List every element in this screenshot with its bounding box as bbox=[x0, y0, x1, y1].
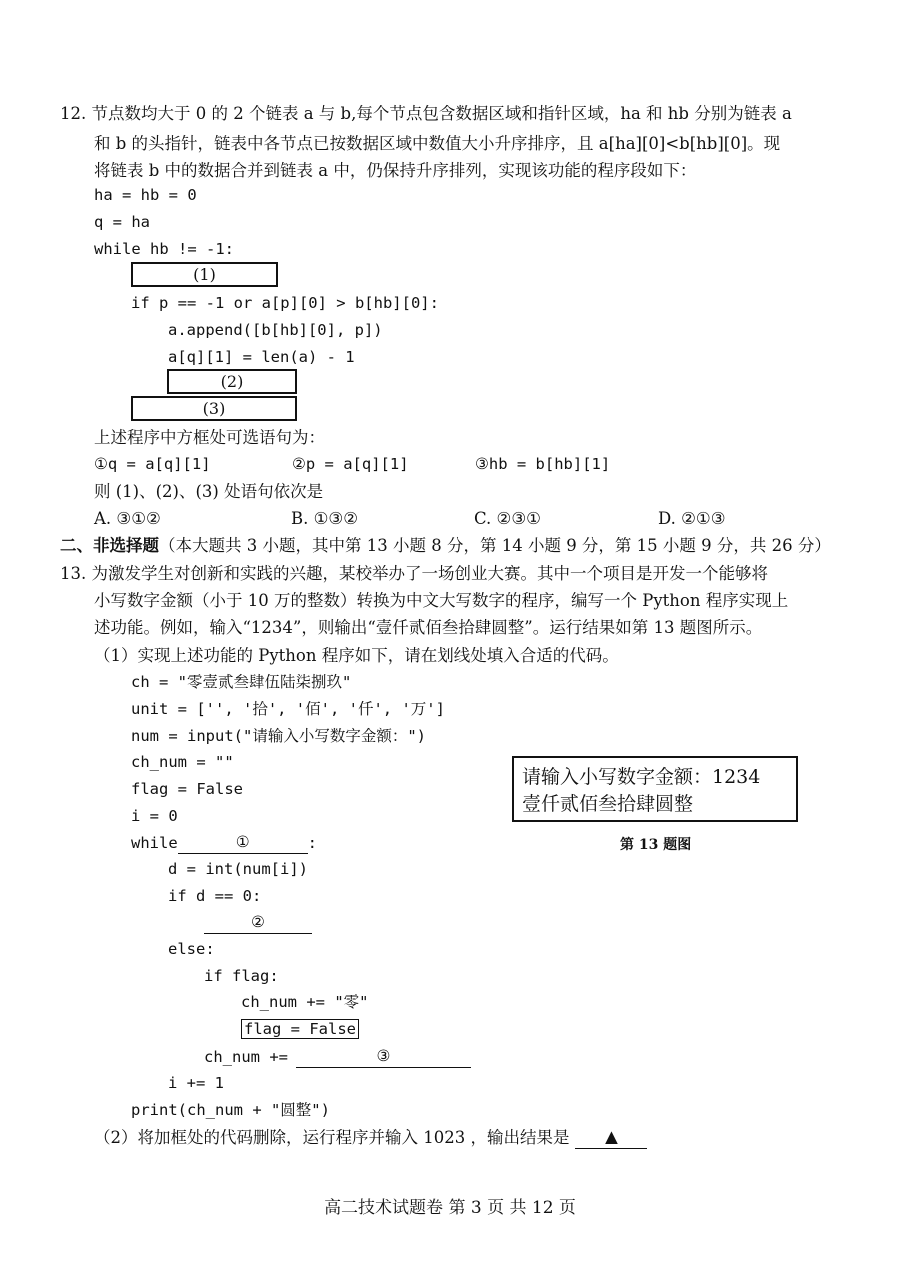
q12-choice-3: ③hb = b[hb][1] bbox=[475, 455, 611, 473]
output-line-1: 请输入小写数字金额：1234 bbox=[522, 766, 761, 788]
q12-option-b: B. ①③② bbox=[291, 509, 358, 528]
output-line-2: 壹仟贰佰叁拾肆圆整 bbox=[522, 793, 694, 815]
q13-code-line-15 bbox=[204, 1045, 471, 1068]
ch-num-append: ch_num += bbox=[204, 1048, 288, 1066]
q12-box-2: (2) bbox=[167, 369, 297, 394]
blank-3: ③ bbox=[296, 1045, 471, 1068]
q12-choice-1: ①q = a[q][1] bbox=[94, 455, 211, 473]
q13-code-line-6: i = 0 bbox=[131, 807, 178, 825]
q13-code-line-3: num = input("请输入小写数字金额：") bbox=[131, 727, 426, 745]
q13-stem-line-2: 小写数字金额（小于 10 万的整数）转换为中文大写数字的程序，编写一个 Python 程序实现上 bbox=[94, 591, 789, 610]
q12-code-line-4: if p == -1 or a[p][0] > b[hb][0]: bbox=[131, 294, 439, 312]
q12-box-1: (1) bbox=[131, 262, 278, 287]
section-2-header bbox=[60, 535, 831, 557]
q13-code-line-5: flag = False bbox=[131, 780, 243, 798]
q12-box-3: (3) bbox=[131, 396, 297, 421]
q13-code-line-16: i += 1 bbox=[168, 1074, 224, 1092]
q12-choices-title: 上述程序中方框处可选语句为： bbox=[94, 428, 325, 447]
q12-stem-line-2: 和 b 的头指针，链表中各节点已按数据区域中数值大小升序排序，且 a[ha][0]<b[hb][0]。现 bbox=[94, 134, 781, 153]
q13-output-figure bbox=[512, 756, 798, 822]
q12-option-a: A. ③①② bbox=[94, 509, 161, 528]
while-colon: : bbox=[307, 834, 318, 852]
q13-code-line-1: ch = "零壹贰叁肆伍陆柒捌玖" bbox=[131, 673, 352, 691]
section-2-desc: （本大题共 3 小题，其中第 13 小题 8 分，第 14 小题 9 分，第 15 小题 9 分，共 26 分） bbox=[159, 536, 831, 555]
q13-code-line-10 bbox=[204, 911, 312, 934]
q12-code-line-1: ha = hb = 0 bbox=[94, 186, 197, 204]
q13-code-line-17: print(ch_num + "圆整") bbox=[131, 1101, 330, 1119]
section-2-title: 二、非选择题 bbox=[60, 536, 159, 555]
q13-stem-line-1: 13. 为激发学生对创新和实践的兴趣，某校举办了一场创业大赛。其中一个项目是开发一个能够将 bbox=[60, 564, 768, 583]
q13-stem-line-3: 述功能。例如，输入“1234”，则输出“壹仟贰佰叁拾肆圆整”。运行结果如第 13 题图所示。 bbox=[94, 618, 763, 637]
q12-stem-line-3: 将链表 b 中的数据合并到链表 a 中，仍保持升序排列，实现该功能的程序段如下： bbox=[94, 161, 697, 180]
q12-ask: 则 (1)、(2)、(3) 处语句依次是 bbox=[94, 482, 324, 501]
q13-code-line-12: if flag: bbox=[204, 967, 279, 985]
q13-part-2-blank: ▲ bbox=[575, 1126, 647, 1149]
q13-code-line-13: ch_num += "零" bbox=[241, 993, 369, 1011]
q12-option-c: C. ②③① bbox=[474, 509, 541, 528]
q13-part-1: （1）实现上述功能的 Python 程序如下，请在划线处填入合适的代码。 bbox=[94, 646, 619, 665]
page-footer: 高二技术试题卷 第 3 页 共 12 页 bbox=[324, 1198, 576, 1218]
blank-2: ② bbox=[204, 911, 312, 934]
q13-figure-caption: 第 13 题图 bbox=[620, 837, 692, 853]
q13-code-line-4: ch_num = "" bbox=[131, 753, 234, 771]
q13-code-line-7 bbox=[131, 831, 317, 854]
q13-code-line-8: d = int(num[i]) bbox=[168, 860, 308, 878]
q12-code-line-3: while hb != -1: bbox=[94, 240, 234, 258]
q13-code-line-2: unit = ['', '拾', '佰', '仟', '万'] bbox=[131, 700, 445, 718]
q12-choice-2: ②p = a[q][1] bbox=[292, 455, 409, 473]
blank-1: ① bbox=[178, 831, 308, 854]
q13-code-line-9: if d == 0: bbox=[168, 887, 262, 905]
boxed-code: flag = False bbox=[241, 1019, 359, 1039]
q13-code-line-11: else: bbox=[168, 940, 215, 958]
q13-part-2-text: （2）将加框处的代码删除，运行程序并输入 1023 ，输出结果是 bbox=[94, 1128, 570, 1147]
q12-code-line-2: q = ha bbox=[94, 213, 150, 231]
q12-code-line-5: a.append([b[hb][0], p]) bbox=[168, 321, 383, 339]
q13-code-line-14 bbox=[241, 1018, 359, 1040]
while-keyword: while bbox=[131, 834, 178, 852]
q13-part-2 bbox=[94, 1126, 647, 1149]
q12-stem-line-1: 12. 节点数均大于 0 的 2 个链表 a 与 b,每个节点包含数据区域和指针区域，ha 和 hb 分别为链表 a bbox=[60, 104, 792, 123]
q12-option-d: D. ②①③ bbox=[658, 509, 726, 528]
q12-code-line-6: a[q][1] = len(a) - 1 bbox=[168, 348, 355, 366]
